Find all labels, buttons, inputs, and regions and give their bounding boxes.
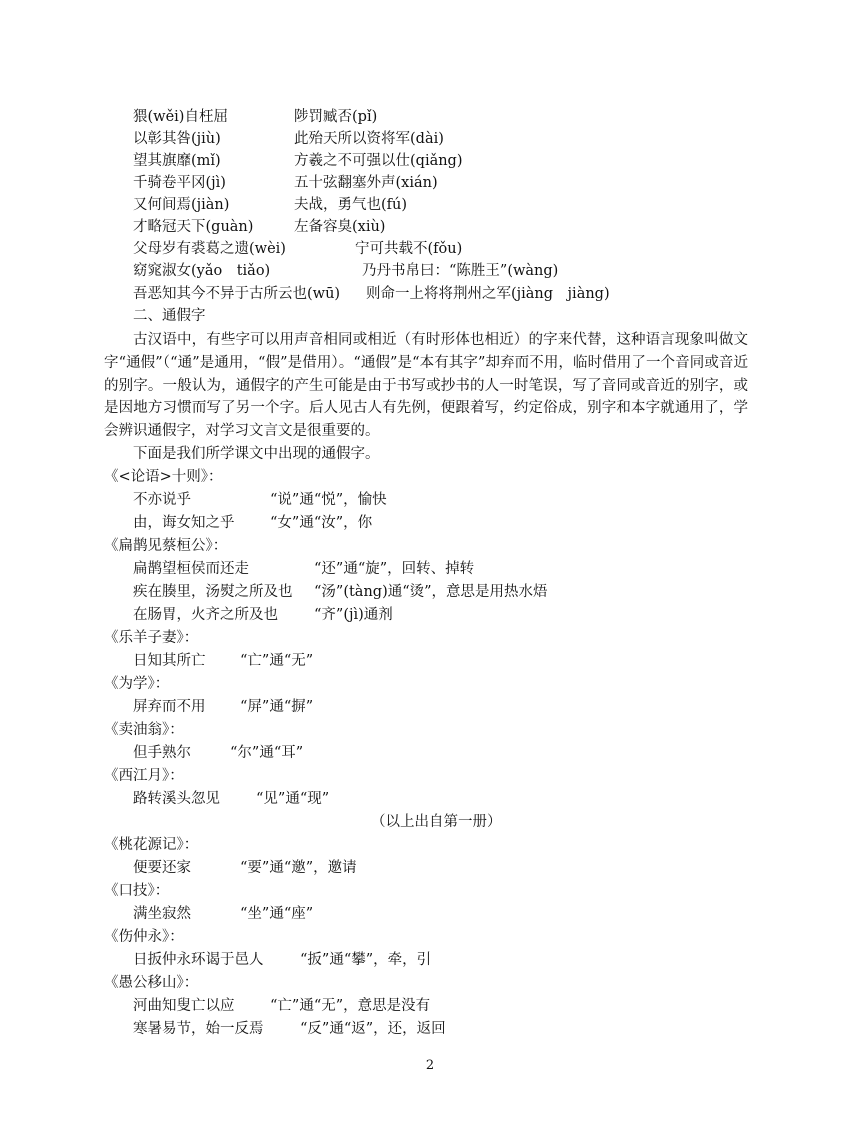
intro-paragraph: 古汉语中，有些字可以用声音相同或相近（有时形体也相近）的字来代替，这种语言现象叫做文字“通假”（“通”是通用，“假”是借用）。“通假”是“本有其字”却弃而不用，临时借用了一个音同或音近的别字。一般认为，通假字的产生可能是由于书写或抄书的人一时笔误，写了音同或音近的别字，或是因地方习惯而写了另一个字。后人见古人有先例，便跟着写，约定俗成，别字和本字就通用了，学会辨识通假字，对学习文言文是很重要的。 xyxy=(104,332,748,440)
pair-left: 窈窕淑女(yǎo tiǎo) xyxy=(133,263,271,279)
pair-right: 夫战，勇气也(fú) xyxy=(294,197,408,213)
lesson-phrase: 不亦说乎 xyxy=(133,492,191,508)
lesson-title: 《西江月》： xyxy=(104,768,184,784)
pair-right: 陟罚臧否(pǐ) xyxy=(294,109,378,125)
lesson-note: “见”通“现” xyxy=(256,791,330,807)
lesson-phrase: 疾在腠里，汤熨之所及也 xyxy=(133,584,293,600)
section-heading: 二、通假字 xyxy=(133,308,206,324)
lesson-phrase: 满坐寂然 xyxy=(133,906,191,922)
lesson-note: “坐”通“座” xyxy=(240,906,314,922)
lesson-title: 《口技》： xyxy=(104,883,170,899)
lesson-phrase: 便要还家 xyxy=(133,860,191,876)
pair-left: 猥(wěi)自枉屈 xyxy=(133,109,228,125)
lesson-note: “亡”通“无”，意思是没有 xyxy=(270,998,431,1014)
page-number: 2 xyxy=(425,1058,435,1073)
lesson-phrase: 在肠胃，火齐之所及也 xyxy=(133,607,278,623)
pair-left: 望其旗靡(mǐ) xyxy=(133,153,221,169)
lesson-phrase: 由，诲女知之乎 xyxy=(133,515,235,531)
lesson-title: 《愚公移山》： xyxy=(104,975,199,991)
pair-right: 则命一上将将荆州之军(jiàng jiàng) xyxy=(366,286,610,302)
lesson-title: 《伤仲永》： xyxy=(104,929,184,945)
lesson-note: “要”通“邀”，邀请 xyxy=(240,860,357,876)
lesson-note: “女”通“汝”，你 xyxy=(270,515,373,531)
lesson-phrase: 寒暑易节，始一反焉 xyxy=(133,1021,264,1037)
lesson-note: “还”通“旋”，回转、掉转 xyxy=(314,561,475,577)
lesson-note: “亡”通“无” xyxy=(240,653,314,669)
lesson-phrase: 河曲知叟亡以应 xyxy=(133,998,235,1014)
pair-left: 才略冠天下(guàn) xyxy=(133,219,254,235)
lesson-title: 《卖油翁》： xyxy=(104,722,184,738)
lesson-phrase: 日扳仲永环谒于邑人 xyxy=(133,952,264,968)
lesson-note: “汤”(tàng)通“烫”，意思是用热水焐 xyxy=(314,584,548,600)
volume-note: （以上出自第一册） xyxy=(371,814,502,830)
pair-right: 方羲之不可强以仕(qiǎng) xyxy=(294,153,463,169)
lesson-note: “齐”(jì)通剂 xyxy=(314,607,393,623)
list-intro: 下面是我们所学课文中出现的通假字。 xyxy=(133,446,380,462)
lesson-note: “扳”通“攀”，牵，引 xyxy=(300,952,432,968)
pair-left: 又何间焉(jiàn) xyxy=(133,197,230,213)
lesson-note: “屏”通“摒” xyxy=(240,699,314,715)
lesson-phrase: 路转溪头忽见 xyxy=(133,791,220,807)
lesson-phrase: 日知其所亡 xyxy=(133,653,206,669)
lesson-title: 《桃花源记》： xyxy=(104,837,199,853)
lesson-title: 《<论语>十则》： xyxy=(104,469,223,485)
pair-left: 父母岁有裘葛之遗(wèi) xyxy=(133,241,286,257)
pair-right: 五十弦翻塞外声(xián) xyxy=(294,175,438,191)
lesson-note: “尔”通“耳” xyxy=(230,745,304,761)
lesson-phrase: 屏弃而不用 xyxy=(133,699,206,715)
lesson-phrase: 但手熟尔 xyxy=(133,745,191,761)
pair-right: 乃丹书帛曰：“陈胜王”(wàng) xyxy=(362,263,559,279)
lesson-note: “反”通“返”，还，返回 xyxy=(300,1021,446,1037)
pair-right: 此殆天所以资将军(dài) xyxy=(294,131,444,147)
pair-left: 以彰其咎(jiù) xyxy=(133,131,221,147)
pair-left: 吾恶知其今不异于古所云也(wū) xyxy=(133,286,341,302)
lesson-title: 《扁鹊见蔡桓公》： xyxy=(104,538,228,554)
pair-left: 千骑卷平冈(jì) xyxy=(133,175,226,191)
pair-right: 左备容臭(xiù) xyxy=(294,219,386,235)
lesson-note: “说”通“悦”，愉快 xyxy=(270,492,387,508)
lesson-title: 《乐羊子妻》： xyxy=(104,630,199,646)
lesson-title: 《为学》： xyxy=(104,676,170,692)
lesson-phrase: 扁鹊望桓侯而还走 xyxy=(133,561,249,577)
pair-right: 宁可共载不(fǒu) xyxy=(355,241,463,257)
